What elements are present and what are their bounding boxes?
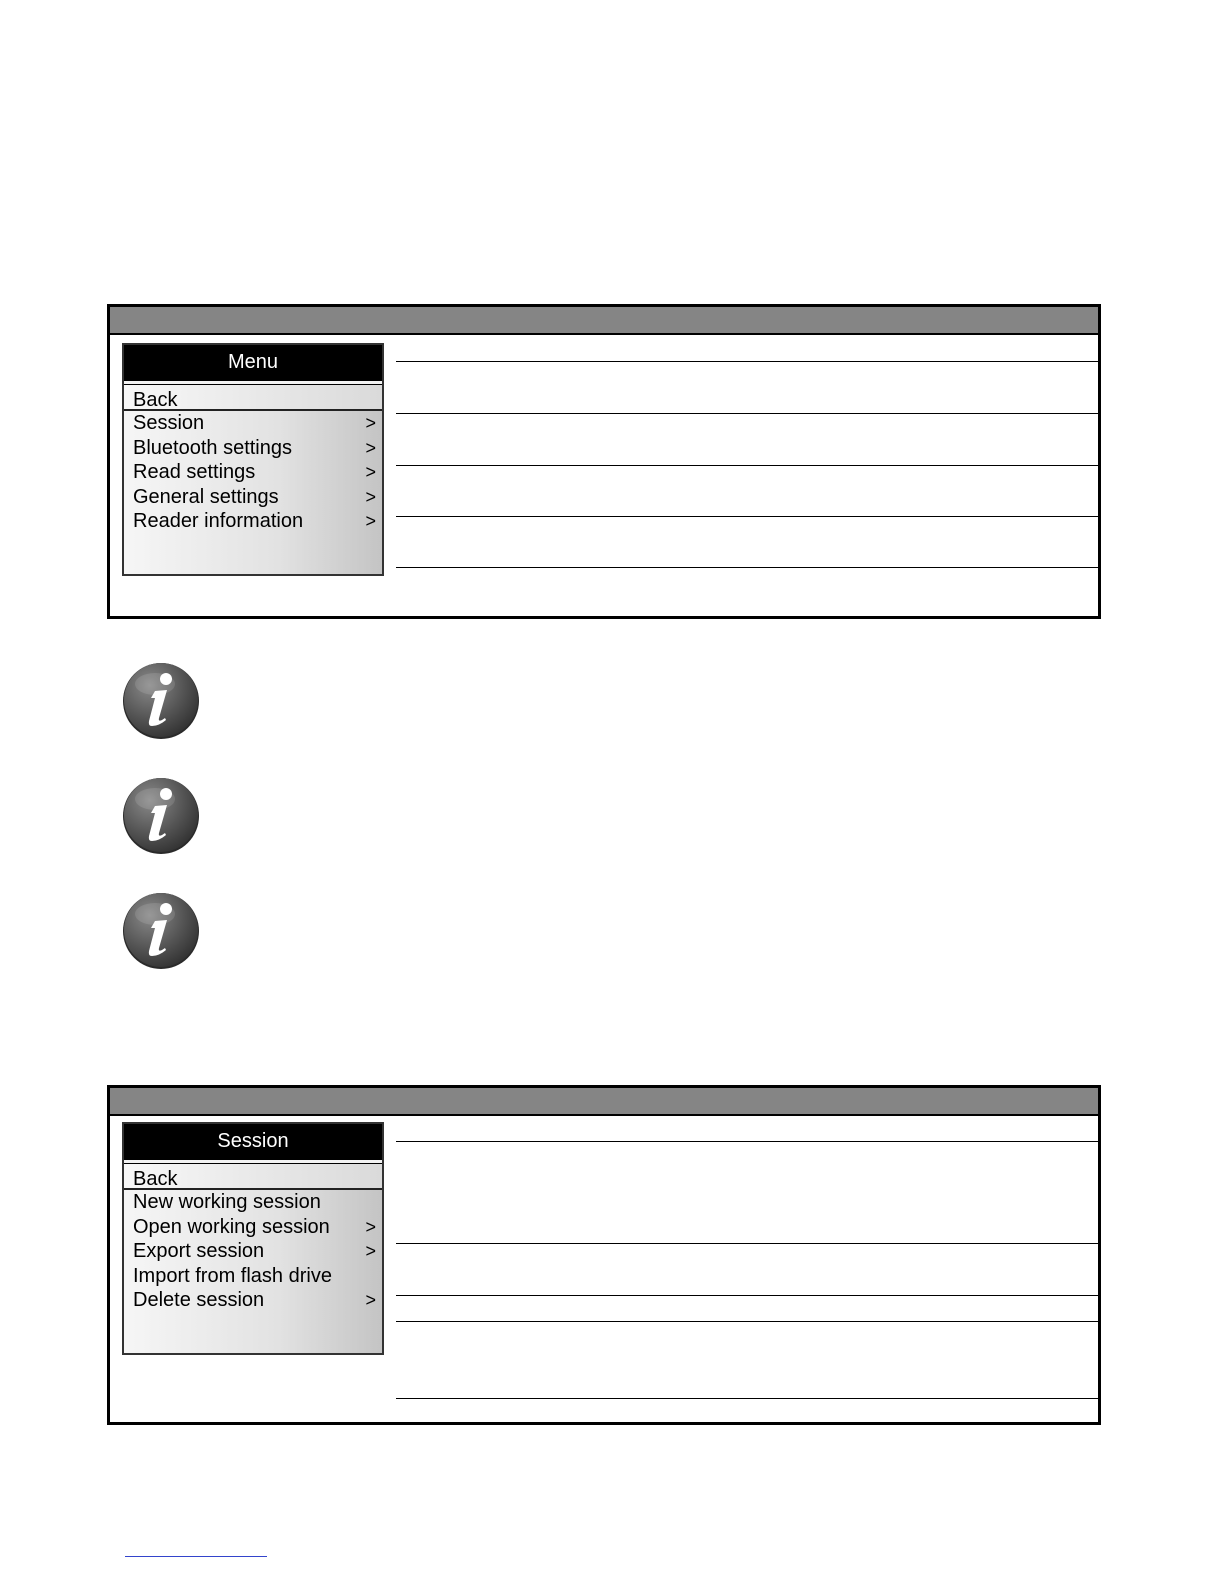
chevron-right-icon: > [365,486,376,507]
menu-item-label: Open working session [133,1215,330,1238]
row-divider [396,1398,1098,1399]
row-divider [396,1243,1098,1244]
menu-item-reader-information[interactable] [124,509,382,534]
chevron-right-icon: > [365,413,376,433]
back-menu-item[interactable]: Back [124,1164,382,1190]
row-divider [396,413,1098,414]
menu-item-bluetooth-settings[interactable] [124,436,382,461]
menu-item-new-working-session[interactable] [124,1190,382,1215]
chevron-right-icon: > [365,1216,376,1237]
session-table [107,1085,1101,1425]
row-divider [396,1321,1098,1322]
back-menu-item[interactable]: Back [124,385,382,411]
menu-item-export-session[interactable] [124,1239,382,1264]
info-icon [121,775,201,855]
menu-item-session[interactable] [124,411,382,436]
menu-item-import-from-flash-drive[interactable] [124,1264,382,1289]
row-divider [396,465,1098,466]
menu-item-label: Export session [133,1240,265,1262]
menu-item-open-working-session[interactable] [124,1215,382,1240]
menu-item-label: Reader information [133,510,304,532]
session-screen [122,1122,384,1355]
info-icon [121,890,201,970]
chevron-right-icon: > [365,462,376,482]
menu-item-general-settings[interactable] [124,485,382,510]
menu-table-header [110,307,1098,335]
row-divider [396,567,1098,568]
menu-item-label: Delete session [133,1289,265,1311]
info-icon [121,660,201,740]
row-divider [396,361,1098,362]
row-divider [396,516,1098,517]
screen-title: Session [124,1124,382,1160]
screen-title: Menu [124,345,382,381]
menu-item-label: Bluetooth settings [133,436,292,459]
menu-item-delete-session[interactable] [124,1288,382,1313]
menu-item-label: Import from flash drive [133,1264,332,1287]
row-divider [396,1141,1098,1142]
menu-item-label: General settings [133,485,279,508]
chevron-right-icon: > [365,511,376,531]
session-table-header [110,1088,1098,1116]
chevron-right-icon: > [365,1241,376,1261]
menu-item-label: Read settings [133,461,256,483]
menu-item-label: Session [133,412,205,434]
chevron-right-icon: > [365,437,376,458]
menu-table [107,304,1101,619]
menu-item-label: New working session [133,1191,321,1213]
menu-item-read-settings[interactable] [124,460,382,485]
chevron-right-icon: > [365,1290,376,1310]
footer-link-underline[interactable] [125,1556,267,1557]
menu-screen [122,343,384,576]
row-divider [396,1295,1098,1296]
